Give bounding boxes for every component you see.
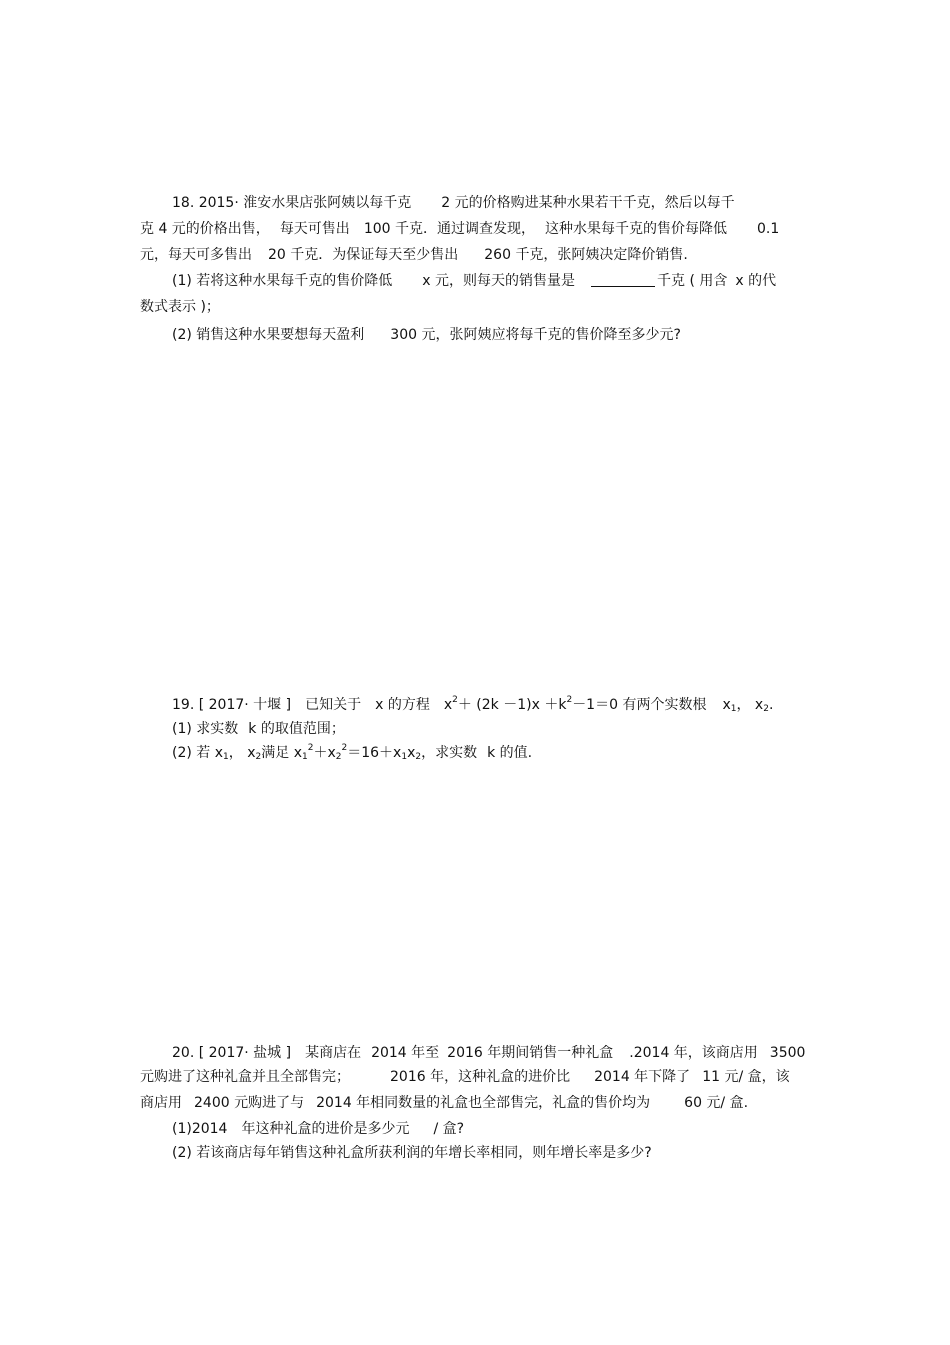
q20-text: 2014 年下降了 (594, 1069, 691, 1085)
q18-text: 18. 2015· 淮安水果店张阿姨以每千克 (172, 195, 412, 211)
q18-text: 20 千克．为保证每天至少售出 (268, 247, 459, 263)
q20-text: / 盒? (433, 1121, 465, 1137)
answer-blank (591, 272, 655, 287)
q19-math: 2 (763, 704, 769, 714)
q18-text: 每天可售出 (279, 221, 350, 237)
q18-text: 260 千克，张阿姨决定降价销售. (484, 247, 688, 263)
q19-text: x 的方程 (375, 697, 430, 713)
q18-text: 300 元，张阿姨应将每千克的售价降至多少元? (390, 327, 681, 343)
q20-text: 3500 (769, 1045, 806, 1061)
q18-text: 100 千克．通过调查发现， (363, 221, 535, 237)
q20-text: 2016 年期间销售一种礼盒 (447, 1045, 614, 1061)
q19-math: 2 (307, 743, 314, 753)
q19-math: ，求实数 (421, 745, 478, 761)
q19-math: 2 (255, 752, 262, 762)
q20-text: (2) 若该商店每年销售这种礼盒所获利润的年增长率相同，则年增长率是多少? (172, 1145, 652, 1161)
q18-text: 元，每天可多售出 (140, 247, 252, 263)
q18-part-2 (172, 324, 681, 346)
q20-text: 60 元/ 盒. (684, 1095, 749, 1111)
q20-part-2 (172, 1142, 652, 1164)
q19-text: 已知关于 (305, 697, 362, 713)
q19-text: 19. [ 2017· 十堰 ] (172, 697, 292, 713)
q18-text: 0.1 (756, 221, 780, 237)
q19-math: 1 (401, 752, 408, 762)
q20-text: 2014 年相同数量的礼盒也全部售完，礼盒的售价均为 (316, 1095, 651, 1111)
q19-math: 1 (730, 704, 737, 714)
q18-text: x 的代 (735, 273, 777, 289)
q19-math: ＋ (2k －1)x ＋k (457, 697, 567, 713)
q20-text: 元购进了这种礼盒并且全部售完； (140, 1069, 350, 1085)
q18-text: 数式表示 )； (140, 299, 220, 315)
q19-math: x (443, 697, 453, 713)
q19-part-2 (172, 742, 532, 764)
q18-part-1 (172, 270, 776, 292)
q20-text: 某商店在 (305, 1045, 362, 1061)
q19-math: －1＝0 有两个实数根 (572, 697, 707, 713)
q19-math: ， x (228, 745, 256, 761)
q20-part-1 (172, 1118, 464, 1140)
q19-text: k 的值. (487, 745, 533, 761)
q19-math: 2 (341, 743, 348, 753)
q19-text: k 的取值范围； (248, 721, 345, 737)
q19-part-1 (172, 718, 345, 740)
q19-math: 2 (335, 752, 342, 762)
q18-text: 2 元的价格购进某种水果若干千克，然后以每千 (441, 195, 735, 211)
q18-line-1 (172, 192, 735, 214)
q20-text: 20. [ 2017· 盐城 ] (172, 1045, 292, 1061)
q20-text: 11 元/ 盒，该 (702, 1069, 790, 1085)
q19-line-1 (172, 694, 773, 716)
q20-text: .2014 年，该商店用 (629, 1045, 758, 1061)
q20-text: (1)2014 (172, 1121, 228, 1137)
q19-math: 2 (452, 695, 458, 705)
q19-math: . (768, 697, 774, 713)
q20-text: 2014 年至 (371, 1045, 440, 1061)
q19-math: x (722, 697, 731, 713)
q19-math: 2 (415, 752, 422, 762)
q19-math: 1 (223, 752, 229, 762)
q18-part-1-cont (140, 296, 220, 318)
q20-text: 年这种礼盒的进价是多少元 (241, 1121, 410, 1137)
q19-math: 1 (302, 752, 308, 762)
q18-text: 千克 ( 用含 (657, 273, 728, 289)
q18-line-2 (140, 218, 779, 240)
q19-math: ＝16＋x (347, 745, 402, 761)
q20-line-1 (172, 1042, 805, 1064)
q18-line-3 (140, 244, 688, 266)
q20-text: 2400 元购进了与 (194, 1095, 305, 1111)
q19-text: (1) 求实数 (172, 721, 239, 737)
q20-line-3 (140, 1092, 748, 1114)
q19-math: 满足 x (261, 745, 302, 761)
q19-math: ， x (736, 697, 764, 713)
q18-text: (1) 若将这种水果每千克的售价降低 (172, 273, 393, 289)
q20-text: 商店用 (140, 1095, 182, 1111)
q18-text: 克 4 元的价格出售， (140, 221, 270, 237)
q18-text: x 元，则每天的销售量是 (422, 273, 576, 289)
q18-text: (2) 销售这种水果要想每天盈利 (172, 327, 365, 343)
q19-math: ＋x (313, 745, 336, 761)
q19-math: x (407, 745, 416, 761)
q19-math: (2) 若 x (172, 745, 224, 761)
q19-math: 2 (566, 695, 573, 705)
q20-text: 2016 年，这种礼盒的进价比 (390, 1069, 571, 1085)
q20-line-2 (140, 1066, 790, 1088)
q18-text: 这种水果每千克的售价每降低 (544, 221, 727, 237)
